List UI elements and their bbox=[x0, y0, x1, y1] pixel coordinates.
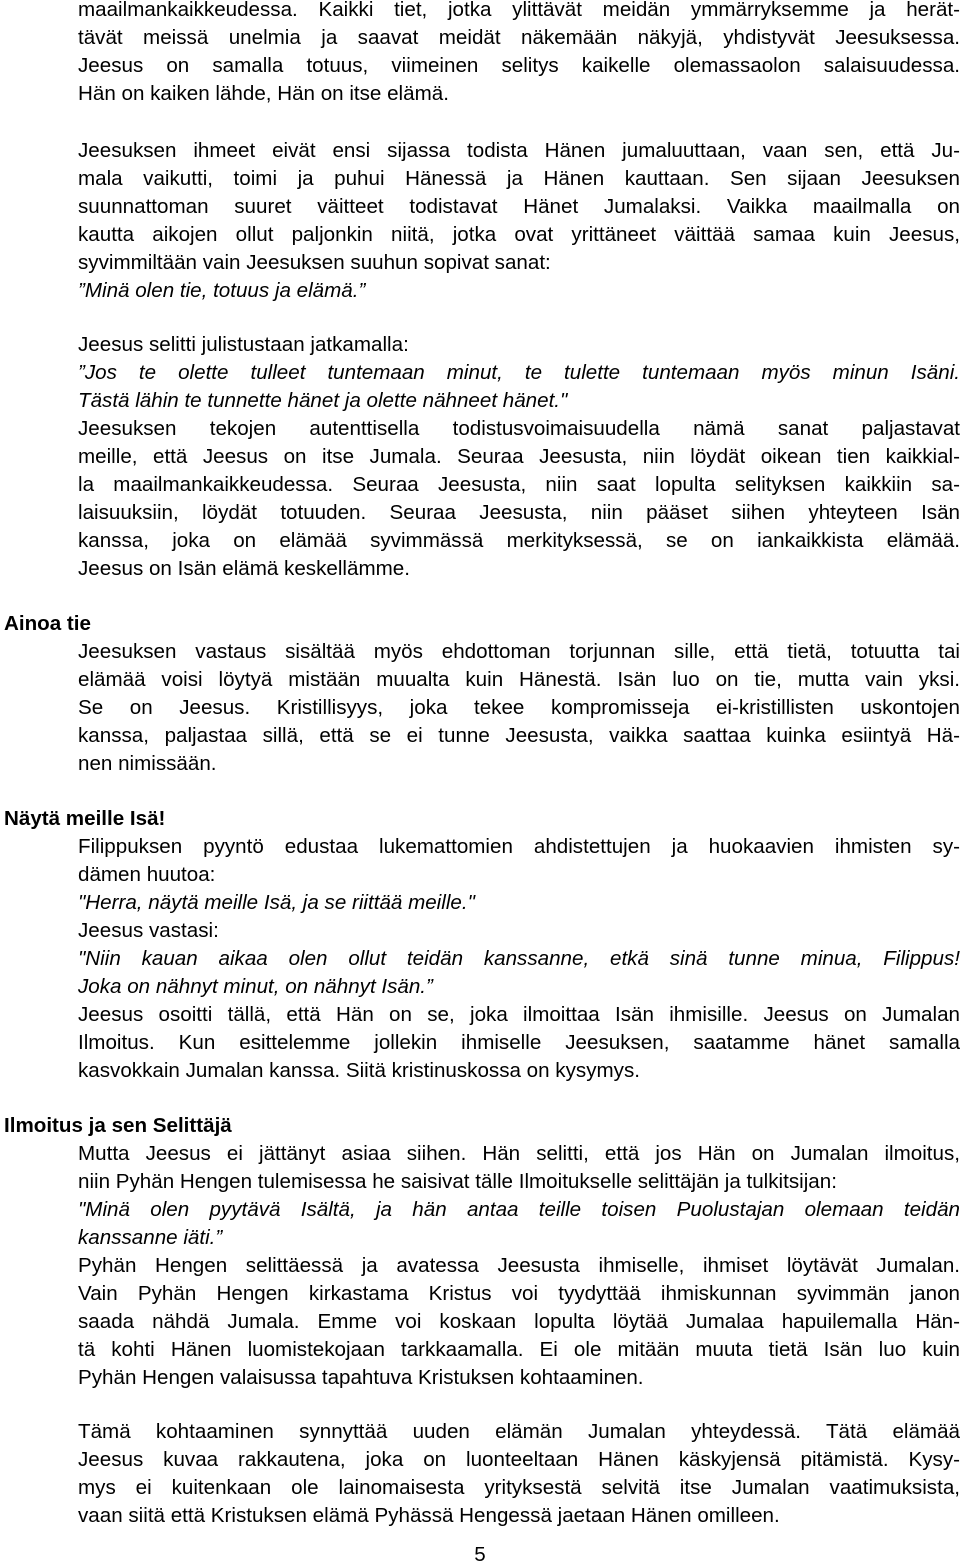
quote-so-long: Joka on nähnyt minut, on nähnyt Isän.” bbox=[78, 975, 433, 998]
text-line: tävät meissä unelmia ja saavat meidät näkemään näkyjä, yhdistyvät Jeesuksessa. bbox=[78, 26, 960, 49]
text-line: nen nimissään. bbox=[78, 752, 217, 775]
page-number: 5 bbox=[474, 1543, 486, 1566]
paragraph-explained bbox=[78, 331, 960, 583]
paragraph-philip bbox=[78, 833, 960, 1085]
text-line: Se on Jeesus. Kristillisyys, joka tekee kompromisseja ei-kristillisten uskontojen bbox=[78, 696, 960, 719]
text-line: Pyhän Hengen selittäessä ja avatessa Jeesusta ihmiselle, ihmiset löytävät Jumalan. bbox=[78, 1254, 960, 1277]
text-line: kautta aikojen ollut paljonkin niitä, jotka ovat yrittäneet väittää samaa kuin Jeesus, bbox=[78, 223, 960, 246]
text-line: Tämä kohtaaminen synnyttää uuden elämän Jumalan yhteydessä. Tätä elämää bbox=[78, 1420, 960, 1443]
text-line: meille, että Jeesus on itse Jumala. Seuraa Jeesusta, niin löydät oikean tien kaikkial- bbox=[78, 445, 960, 468]
text-line: vaan siitä että Kristuksen elämä Pyhässä Hengessä jaetaan Hänen omilleen. bbox=[78, 1504, 780, 1527]
text-line: niin Pyhän Hengen tulemisessa he saisivat tälle Ilmoitukselle selittäjän ja tulkitsijan: bbox=[78, 1170, 837, 1193]
paragraph-encounter bbox=[78, 1418, 960, 1530]
text-line: Hän on kaiken lähde, Hän on itse elämä. bbox=[78, 82, 449, 105]
text-line: mala vaikutti, toimi ja puhui Hänessä ja Hänen kauttaan. Sen sijaan Jeesuksen bbox=[78, 167, 960, 190]
paragraph-intro bbox=[78, 0, 960, 108]
text-line: syvimmiltään vain Jeesuksen suuhun sopivat sanat: bbox=[78, 251, 551, 274]
text-line: mys ei kuitenkaan ole lainomaisesta yrityksestä selvitä itse Jumalan vaatimuksista, bbox=[78, 1476, 960, 1499]
text-line: suunnattoman suuret väitteet todistavat Hänet Jumalaksi. Vaikka maailmalla on bbox=[78, 195, 960, 218]
text-line: Jeesus selitti julistustaan jatkamalla: bbox=[78, 333, 409, 356]
text-line: Jeesus kuvaa rakkautena, joka on luonteeltaan Hänen käskyjensä pitämistä. Kysy- bbox=[78, 1448, 960, 1471]
quote-know-father: ”Jos te olette tulleet tuntemaan minut, te tulette tuntemaan myös minun Isäni. bbox=[78, 361, 960, 384]
text-line: tä kohti Hänen luomistekojaan tarkkaamalla. Ei ole mitään muuta tietä Isän luo kuin bbox=[78, 1338, 960, 1361]
heading-show-us-father: Näytä meille Isä! bbox=[4, 807, 166, 830]
text-line: Jeesuksen tekojen autenttisella todistusvoimaisuudella nämä sanat paljastavat bbox=[78, 417, 960, 440]
text-line: Jeesus on Isän elämä keskellämme. bbox=[78, 557, 410, 580]
text-line: kanssa, joka on elämää syvimmässä merkityksessä, se on iankaikkista elämää. bbox=[78, 529, 960, 552]
quote-way-truth-life: ”Minä olen tie, totuus ja elämä.” bbox=[78, 279, 366, 302]
quote-so-long: "Niin kauan aikaa olen ollut teidän kanssanne, etkä sinä tunne minua, Filippus! bbox=[78, 947, 960, 970]
text-line: Jeesus vastasi: bbox=[78, 919, 219, 942]
text-line: la maailmankaikkeudessa. Seuraa Jeesusta, niin saat lopulta selityksen kaikkiin sa- bbox=[78, 473, 960, 496]
text-line: Jeesus osoitti tällä, että Hän on se, joka ilmoittaa Isän ihmisille. Jeesus on Jumalan bbox=[78, 1003, 960, 1026]
quote-comforter: kanssanne iäti.” bbox=[78, 1226, 223, 1249]
heading-revelation: Ilmoitus ja sen Selittäjä bbox=[4, 1114, 232, 1137]
text-line: elämää voisi löytyä mistään muualta kuin Hänestä. Isän luo on tie, mutta vain yksi. bbox=[78, 668, 960, 691]
quote-comforter: "Minä olen pyytävä Isältä, ja hän antaa teille toisen Puolustajan olemaan teidän bbox=[78, 1198, 960, 1221]
text-line: Mutta Jeesus ei jättänyt asiaa siihen. Hän selitti, että jos Hän on Jumalan ilmoitus, bbox=[78, 1142, 960, 1165]
paragraph-revelation bbox=[78, 1140, 960, 1392]
text-line: saada nähdä Jumala. Emme voi koskaan lopulta löytää Jumalaa hapuilemalla Hän- bbox=[78, 1310, 960, 1333]
text-line: dämen huutoa: bbox=[78, 863, 216, 886]
text-line: Ilmoitus. Kun esittelemme jollekin ihmiselle Jeesuksen, saatamme hänet samalla bbox=[78, 1031, 960, 1054]
text-line: maailmankaikkeudessa. Kaikki tiet, jotka ylittävät meidän ymmärryksemme ja herät- bbox=[78, 0, 960, 21]
text-line: Jeesuksen ihmeet eivät ensi sijassa todista Hänen jumaluuttaan, vaan sen, että Ju- bbox=[78, 139, 960, 162]
text-line: Jeesuksen vastaus sisältää myös ehdottoman torjunnan sille, että tietä, totuutta tai bbox=[78, 640, 960, 663]
paragraph-miracles bbox=[78, 137, 960, 305]
text-line: Pyhän Hengen valaisussa tapahtuva Kristuksen kohtaaminen. bbox=[78, 1366, 644, 1389]
text-line: Jeesus on samalla totuus, viimeinen selitys kaikelle olemassaolon salaisuudessa. bbox=[78, 54, 960, 77]
text-line: Vain Pyhän Hengen kirkastama Kristus voi tyydyttää ihmiskunnan syvimmän janon bbox=[78, 1282, 960, 1305]
text-line: laisuuksiin, löydät totuuden. Seuraa Jeesusta, niin pääset siihen yhteyteen Isän bbox=[78, 501, 960, 524]
text-line: Filippuksen pyyntö edustaa lukemattomien ahdistettujen ja huokaavien ihmisten sy- bbox=[78, 835, 960, 858]
text-line: kasvokkain Jumalan kanssa. Siitä kristinuskossa on kysymys. bbox=[78, 1059, 640, 1082]
text-line: kanssa, paljastaa sillä, että se ei tunne Jeesusta, vaikka saattaa kuinka esiintyä Hä- bbox=[78, 724, 960, 747]
paragraph-only-way bbox=[78, 638, 960, 778]
quote-show-us-father: "Herra, näytä meille Isä, ja se riittää meille." bbox=[78, 891, 475, 914]
quote-know-father: Tästä lähin te tunnette hänet ja olette nähneet hänet." bbox=[78, 389, 568, 412]
heading-only-way: Ainoa tie bbox=[4, 612, 91, 635]
